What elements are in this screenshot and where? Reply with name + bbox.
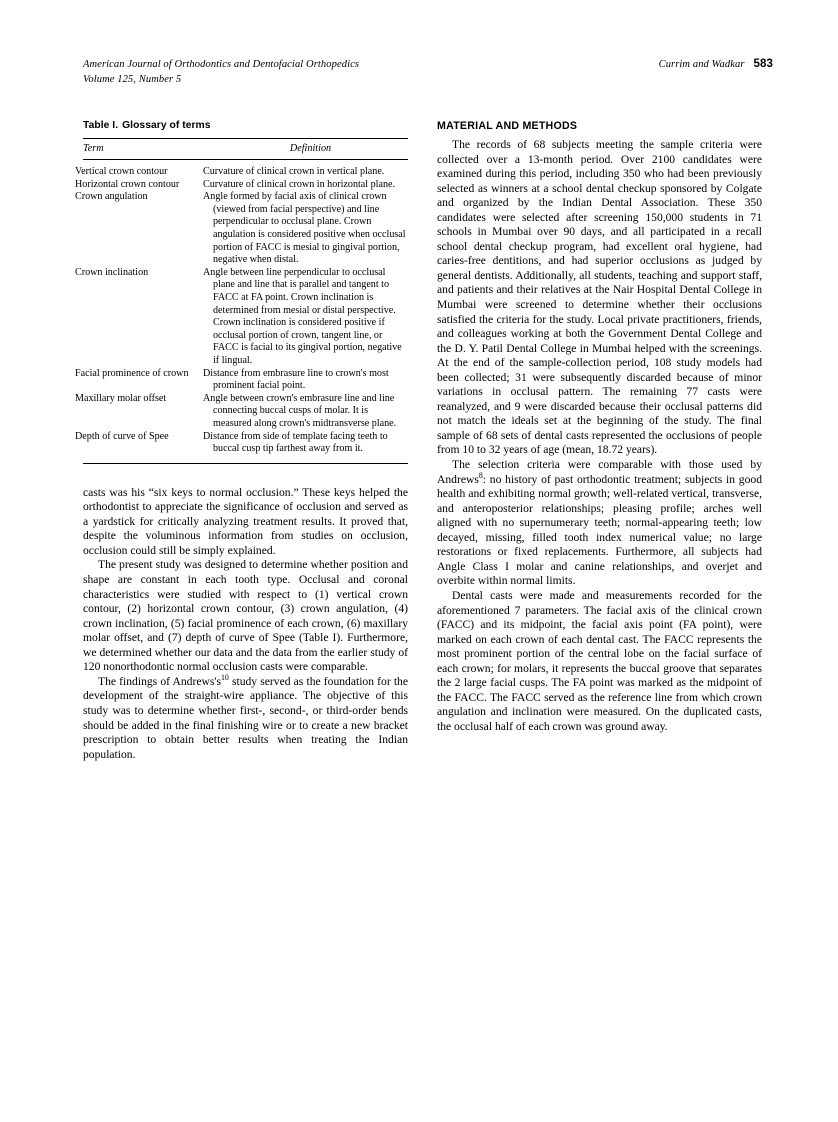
cell-definition: Distance from embrasure line to crown's most prominent facial point. (203, 367, 389, 392)
glossary-table (75, 138, 408, 463)
citation-superscript: 10 (220, 673, 229, 682)
cell-term: Horizontal crown contour (75, 178, 180, 190)
paragraph: The present study was designed to determine whether position and shape are constant in each tooth type. Occlusal and coronal characteristics were studied with respect to (1) vertical crown contour, (2) horizontal crown contour, (3) crown angulation, (4) crown inclination, (5) facial prominence of each crown, (6) maxillary molar offset, and (7) depth of curve of Spee (Table I). Furthermore, we determined whether our data and the data from the earlier study of 120 nonorthodontic normal occlusion casts were comparable. (83, 558, 408, 674)
table-row (83, 267, 408, 368)
cell-definition: Angle between crown's embrasure line and line connecting buccal cusps of molar. It is measured along crown's midtransverse plane. (203, 392, 397, 429)
table-row (83, 191, 408, 267)
paragraph-text-before: The findings of Andrews's (98, 674, 221, 688)
cell-definition: Curvature of clinical crown in horizontal plane. (203, 178, 395, 190)
table-row (83, 431, 408, 463)
journal-title-line1: American Journal of Orthodontics and Dentofacial Orthopedics (83, 59, 360, 70)
table-label: Table I. (83, 120, 119, 131)
paragraph-andrews-citation (83, 675, 408, 762)
running-head-authors: Currim and Wadkar (658, 59, 745, 70)
paragraph: casts was his “six keys to normal occlusion.” These keys helped the orthodontist to appreciate the significance of occlusion and served as a yardstick for critically analyzing treatment results. It proved that, despite the voluminous information from studies on occlusion, occlusion could still be simply explained. (83, 485, 408, 557)
table-row (83, 160, 408, 179)
spacer (83, 464, 408, 486)
journal-volume-issue: Volume 125, Number 5 (83, 73, 182, 85)
paragraph-andrews-citation (437, 458, 762, 589)
cell-definition: Curvature of clinical crown in vertical plane. (203, 166, 385, 178)
column-header-definition: Definition (213, 139, 408, 160)
paragraph-text-after: : no history of past orthodontic treatment; subjects in good health and exhibiting normal growth; well-related vertical, transverse, and anteroposterior relationships; pleasing profile; arches well aligned with no supernumerary teeth; normal-appearing teeth; low decayed, missing, filled tooth index numerical value; no large restorations or fixed replacements. Furthermore, all subjects had Angle Class I molar and canine relationships, and overjet and overbite within normal limits. (437, 472, 762, 588)
cell-definition: Distance from side of template facing teeth to buccal cusp tip farthest away from it. (203, 430, 388, 455)
running-head (83, 58, 773, 92)
left-column (75, 120, 408, 762)
table-header (83, 139, 408, 160)
cell-term: Vertical crown contour (75, 166, 168, 178)
table-row (83, 393, 408, 431)
cell-term: Maxillary molar offset (75, 392, 167, 404)
column-header-term: Term (83, 139, 213, 160)
right-column (437, 120, 762, 734)
cell-definition: Angle formed by facial axis of clinical crown (viewed from facial perspective) and line perpendicular to occlusal plane. Crown angulation is considered positive when occlusal portion of FACC is mesial to gingival portion, negative when distal. (203, 191, 406, 266)
table-header-row (83, 139, 408, 160)
cell-term: Crown angulation (75, 191, 148, 203)
cell-term: Crown inclination (75, 266, 149, 278)
cell-definition: Angle between line perpendicular to occlusal plane and line that is parallel and tangent to FACC at FA point. Crown inclination is determined from mesial or distal perspective. Crown inclination is considered positive if occlusal portion of crown, tangent line, or FACC is facial to its gingival portion, negative if lingual. (203, 266, 402, 366)
table-row (83, 368, 408, 393)
running-head-right (659, 58, 773, 70)
table-body (75, 160, 408, 463)
section-heading-material-and-methods: MATERIAL AND METHODS (437, 120, 578, 132)
paragraph-text-after: study served as the foundation for the development of the straight-wire appliance. The objective of this study was to determine whether first-, second-, or third-order bends should be added in the final finishing wire or to create a new bracket prescription to obtain better results when treating the Indian population. (83, 674, 408, 761)
table-caption-text: Glossary of terms (122, 120, 211, 131)
page-number: 583 (753, 58, 773, 70)
journal-title-block (83, 58, 563, 87)
citation-superscript: 8 (478, 470, 483, 480)
table-row (83, 179, 408, 192)
table-caption (83, 120, 408, 131)
cell-term: Facial prominence of crown (75, 367, 189, 379)
paragraph: The records of 68 subjects meeting the sample criteria were collected over a 13-month period. Over 2100 candidates were examined during this period, including 350 who had been previously selected as winners at a school dental checkup sponsored by Colgate and organized by the Indian Dental Association. These 350 candidates were selected after screening 150,000 students in 71 schools in Mumbai over 90 days, and all participated in a recall school dental checkup program, had excellent oral hygiene, had caries-free dentitions, and had superior occlusions as judged by general dentists. Additionally, all students, teaching and support staff, and patients and their relatives at the Nair Hospital Dental College in Mumbai were screened to determine whether their occlusions satisfied the criteria for the study. Local private practitioners, friends, and colleagues working at both the Government Dental College and the D. Y. Patil Dental College in Mumbai helped with the screenings. At the end of the sample-collection period, 108 study models had been collected; 31 were subsequently discarded because of minor variations in occlusal pattern. The remaining 77 casts were reanalyzed, and 9 were discarded because their occlusal patterns did not match the ideals set at the beginning of the study. The final sample of 68 sets of dental casts represented the occlusions of people from 10 to 32 years of age (mean, 18.72 years). (437, 138, 762, 457)
paragraph: Dental casts were made and measurements recorded for the aforementioned 7 parameters. The facial axis of the clinical crown (FACC) and its midpoint, the facial axis point (FA point), were marked on each crown of each dental cast. The FACC represents the most prominent portion of the central lobe on the facial surface of each crown; for molars, it represents the buccal groove that separates the 2 large facial cusps. The FA point was marked as the midpoint of the FACC. The FACC served as the reference line from which crown angulation and inclination were measured. On the duplicated casts, the occlusal half of each crown was ground away. (437, 588, 762, 733)
cell-term: Depth of curve of Spee (75, 430, 169, 442)
paragraph-text-before: The selection criteria were comparable with those used by Andrews (437, 458, 762, 486)
